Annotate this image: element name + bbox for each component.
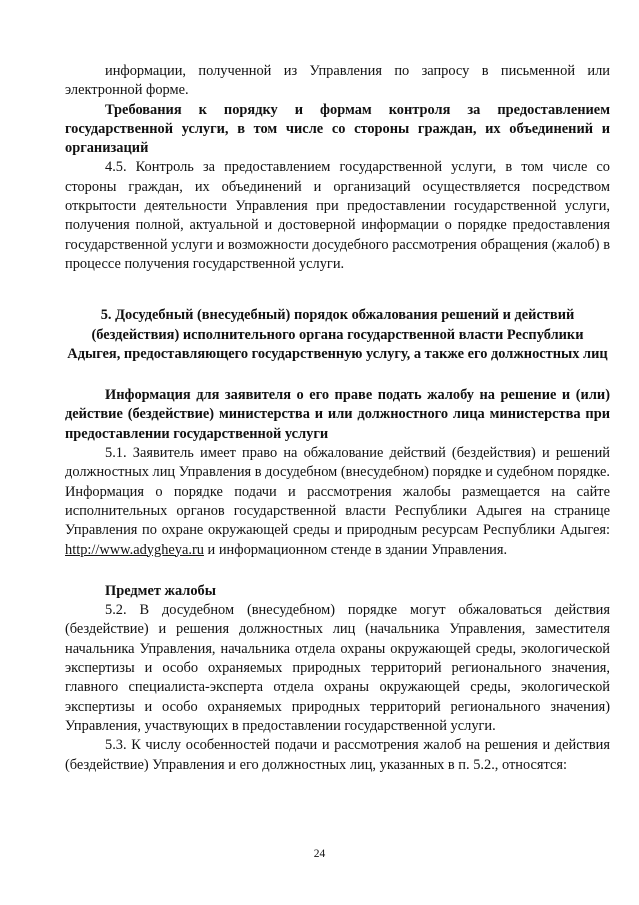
paragraph-5-1 — [65, 444, 610, 560]
paragraph-5-1-tail: и информационном стенде в здании Управления. — [203, 541, 508, 558]
subheading-complaint-subject: Предмет жалобы — [105, 582, 216, 599]
paragraph-continuation: информации, полученной из Управления по запросу в письменной или электронной форме. — [65, 63, 610, 99]
paragraph-4-5: 4.5. Контроль за предоставлением государственной услуги, в том числе со стороны граждан, их объединений и организаций осуществляется посредством открытости деятельности Управления при предоставлении государственной услуги, получения полной, актуальной и достоверной информации о порядке предоставления государственной услуги и возможности досудебного рассмотрения обращения (жалоб) в процессе получения государственной услуги. — [65, 159, 610, 272]
document-page — [65, 62, 610, 775]
paragraph-5-3: 5.3. К числу особенностей подачи и рассмотрения жалоб на решения и действия (бездействие) Управления и его должностных лиц, указанных в п. 5.2., относятся: — [65, 737, 610, 773]
paragraph-5-1-text: 5.1. Заявитель имеет право на обжалование действий (бездействия) и решений должностных лиц Управления в досудебном (внесудебном) порядке и судебном порядке. Информация о порядке подачи и рассмотрения жалобы размещается на сайте исполнительных органов государственной власти Республики Адыгея на странице Управления по охране окружающей среды и природным ресурсам Республики Адыгея: — [65, 445, 610, 539]
adygheya-site-link[interactable]: http://www.adygheya.ru — [65, 541, 204, 558]
subheading-right-to-complain: Информация для заявителя о его праве подать жалобу на решение и (или) действие (бездействие) министерства и или должностного лица министерства при предоставлении государственной услуги — [65, 387, 610, 442]
paragraph-5-2: 5.2. В досудебном (внесудебном) порядке могут обжаловаться действия (бездействие) и решения должностных лиц (начальника Управления, заместителя начальника Управления, начальника отдела охраны окружающей среды, экологической экспертизы и особо охраняемых природных территорий регионального значения, главного специалиста-эксперта отдела охраны окружающей среды, экологической экспертизы и особо охраняемых природных территорий регионального значения) Управления, участвующих в предоставлении государственной услуги. — [65, 602, 610, 734]
subheading-control-requirements: Требования к порядку и формам контроля за предоставлением государственной услуги, в том числе со стороны граждан, их объединений и организаций — [65, 101, 610, 157]
page-number: 24 — [313, 848, 326, 860]
section-5-title: 5. Досудебный (внесудебный) порядок обжалования решений и действий (бездействия) исполнительного органа государственной власти Республики Адыгея, предоставляющего государственную услугу, а также его должностных лиц — [67, 307, 608, 362]
